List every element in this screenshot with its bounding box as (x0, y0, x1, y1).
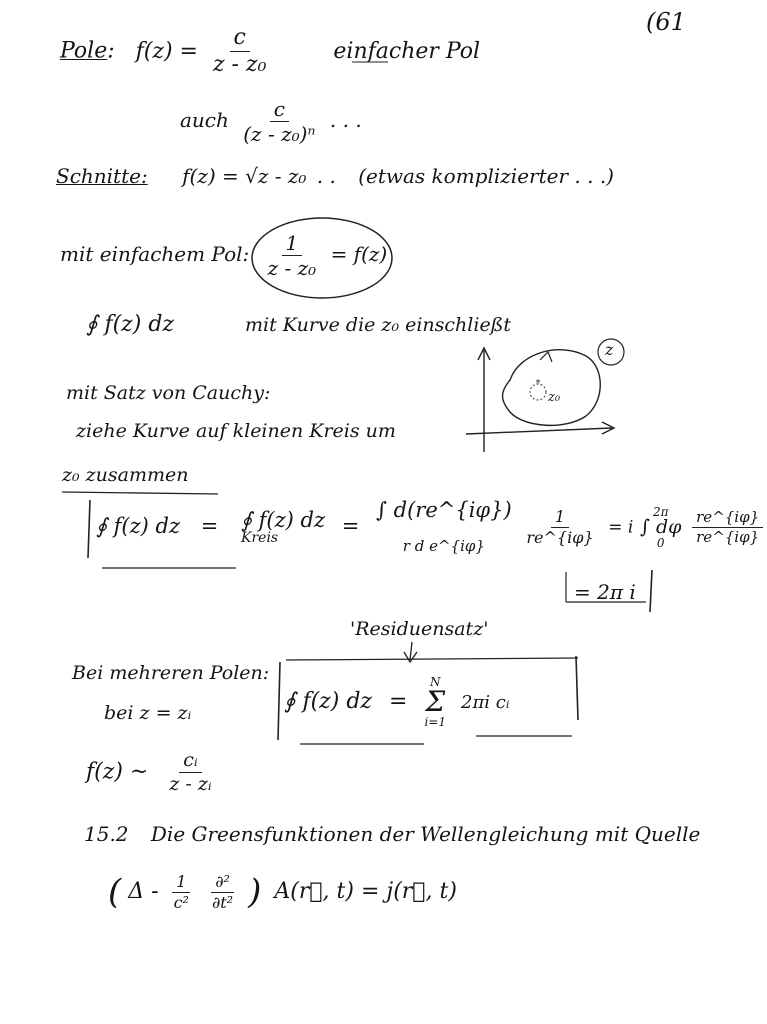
simple-pole-den: z - z₀ (267, 256, 317, 280)
simple-pole-note: einfacher Pol (333, 38, 481, 64)
sum-sigma-icon: Σ (425, 685, 446, 718)
page-number: (61 (646, 8, 686, 36)
derivation-eq2: = (341, 513, 360, 538)
wave-inverse-c2-den: c² (173, 892, 189, 912)
poles-colon: : (107, 38, 115, 64)
wave-rhs: A(r⃗, t) = j(r⃗, t) (274, 879, 457, 904)
plane-label: z (605, 340, 614, 359)
laurent-num: cᵢ (179, 750, 201, 773)
residue-arrow-line (410, 642, 412, 660)
higher-pole-num: c (270, 98, 289, 122)
higher-pole-dots: . . . (329, 108, 362, 132)
branch-cut-label: Schnitte: (56, 164, 148, 188)
also-label: auch (180, 108, 229, 132)
contract-underline (62, 492, 218, 494)
derivation-eq1: = (200, 513, 219, 538)
shrink-curve-line: ziehe Kurve auf kleinen Kreis um (76, 420, 396, 442)
laurent-den: z - zᵢ (169, 772, 212, 795)
at-pole-text: bei z = zᵢ (104, 702, 192, 724)
residue-theorem-label: 'Residuensatz' (350, 618, 489, 640)
branch-cut-note: (etwas komplizierter . . .) (358, 164, 614, 188)
polar-differential: r d e^{iφ} (402, 537, 485, 555)
simple-pole-num: 1 (282, 232, 303, 256)
ratio-fraction-den: re^{iφ} (696, 527, 760, 546)
derivation-box-left (88, 500, 90, 558)
branch-cut-expr: f(z) = √z - z₀ (182, 164, 307, 188)
phi-upper-bound: 2π (652, 504, 669, 519)
wave-delta: Δ - (128, 879, 159, 904)
wave-time-derivative-den: ∂t² (211, 892, 234, 912)
residue-box-top (286, 658, 578, 660)
wave-time-derivative-num: ∂² (211, 873, 234, 893)
poles-fraction-num: c (230, 26, 250, 52)
poles-fraction-den: z - z₀ (212, 52, 267, 78)
pole-marker-icon: * (535, 378, 541, 389)
phi-lower-bound: 0 (656, 535, 665, 550)
residue-eq: = (389, 689, 408, 714)
residue-lhs: ∮ f(z) dz (284, 689, 373, 714)
multiple-poles-text: Bei mehreren Polen: (72, 662, 270, 684)
inverse-fraction-den: re^{iφ} (526, 527, 594, 547)
wave-inverse-c2-num: 1 (172, 873, 190, 893)
wave-close-paren: ) (248, 872, 262, 912)
simple-pole-rhs: = f(z) (330, 242, 388, 266)
pole-label: z₀ (548, 390, 561, 405)
residue-box-right (576, 656, 578, 720)
sum-lower: i=1 (424, 715, 446, 729)
residue-box-left (278, 662, 280, 740)
laurent-lhs: f(z) ~ (86, 759, 149, 785)
section-number: 15.2 (84, 822, 129, 846)
poles-label: Pole (60, 38, 108, 64)
kreis-integral-expr: ∮ f(z) dz (241, 507, 326, 532)
real-axis (466, 428, 612, 434)
inverse-fraction-num: 1 (551, 508, 569, 528)
polar-integral-expr: ∫ d(re^{iφ}) (376, 498, 512, 522)
contract-line: z₀ zusammen (62, 464, 189, 486)
cauchy-line: mit Satz von Cauchy: (66, 382, 271, 404)
section-title: Die Greensfunktionen der Wellengleichung mit Quelle (150, 822, 701, 846)
sum-upper: N (429, 675, 441, 689)
branch-cut-dots: . . (316, 164, 336, 188)
higher-pole-den: (z - z₀)ⁿ (243, 122, 316, 146)
residue-rhs: 2πi cᵢ (461, 692, 510, 713)
contour-integral-note: mit Kurve die z₀ einschließt (245, 314, 512, 336)
residue-result: = 2π i (574, 580, 636, 604)
derivation-lhs: ∮ f(z) dz (96, 513, 181, 538)
derivation-eq3: = i (608, 517, 634, 538)
poles-lhs: f(z) = (135, 38, 198, 64)
highlight-ellipse (252, 218, 392, 298)
result-box-right (650, 570, 652, 612)
contour-integral-expr: ∮ f(z) dz (86, 312, 175, 337)
contour-direction-arrow (540, 352, 552, 362)
ratio-fraction-num: re^{iφ} (692, 509, 763, 528)
wave-open-paren: ( (108, 872, 122, 912)
simple-pole-text: mit einfachem Pol: (60, 242, 250, 266)
kreis-subscript: Kreis (241, 529, 279, 546)
phi-integral-expr: ∫ dφ (640, 515, 682, 538)
